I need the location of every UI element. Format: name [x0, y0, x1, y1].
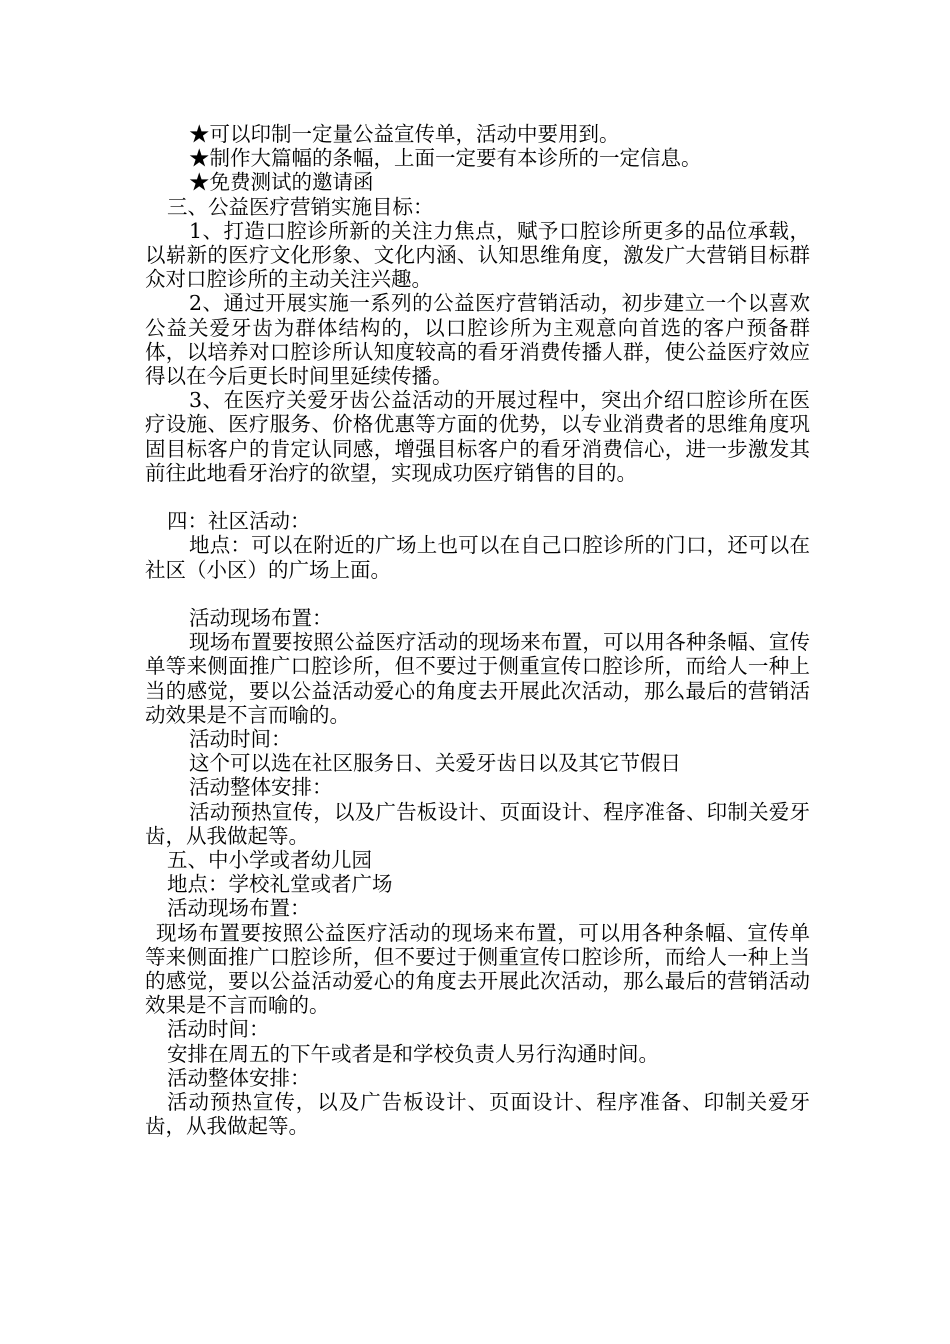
community-location: 地点：可以在附近的广场上也可以在自己口腔诊所的门口，还可以在社区（小区）的广场上面。 [145, 533, 810, 582]
blank-line [145, 485, 810, 509]
school-plan-label: 活动整体安排： [167, 1065, 311, 1090]
section-heading-3: 三、公益医疗营销实施目标： [167, 194, 434, 219]
section-heading-5: 五、中小学或者幼儿园 [167, 848, 372, 873]
goal-paragraph-3: 3、在医疗关爱牙齿公益活动的开展过程中，突出介绍口腔诊所在医疗设施、医疗服务、价格优惠等方面的优势，以专业消费者的思维角度巩固目标客户的肯定认同感，增强目标客户的看牙消费信心，进一步激发其前往此地看牙治疗的欲望，实现成功医疗销售的目的。 [145, 388, 810, 485]
school-time-text: 安排在周五的下午或者是和学校负责人另行沟通时间。 [167, 1041, 659, 1066]
school-plan-text: 活动预热宣传，以及广告板设计、页面设计、程序准备、印制关爱牙齿，从我做起等。 [145, 1090, 810, 1139]
goal-paragraph-2: 2、通过开展实施一系列的公益医疗营销活动，初步建立一个以喜欢公益关爱牙齿为群体结构的，以口腔诊所为主观意向首选的客户预备群体，以培养对口腔诊所认知度较高的看牙消费传播人群，使公益医疗效应得以在今后更长时间里延续传播。 [145, 291, 810, 389]
bullet-flyer: ★可以印制一定量公益宣传单，活动中要用到。 [189, 122, 620, 146]
goal-paragraph-1: 1、打造口腔诊所新的关注力焦点，赋予口腔诊所更多的品位承载，以崭新的医疗文化形象、文化内涵、认知思维角度，激发广大营销目标群众对口腔诊所的主动关注兴趣。 [145, 218, 810, 292]
school-setup-text: 现场布置要按照公益医疗活动的现场来布置，可以用各种条幅、宣传单等来侧面推广口腔诊所，但不要过于侧重宣传口腔诊所，而给人一种上当的感觉，要以公益活动爱心的角度去开展此次活动，那么最后的营销活动效果是不言而喻的。 [145, 920, 810, 1018]
document-page [145, 122, 810, 1139]
school-location: 地点：学校礼堂或者广场 [167, 872, 393, 897]
section-heading-4: 四：社区活动： [167, 509, 311, 534]
school-time-label: 活动时间： [167, 1017, 270, 1042]
community-time-label: 活动时间： [189, 727, 292, 752]
community-time-text: 这个可以选在社区服务日、关爱牙齿日以及其它节假日 [189, 751, 681, 776]
community-setup-text: 现场布置要按照公益医疗活动的现场来布置，可以用各种条幅、宣传单等来侧面推广口腔诊所，但不要过于侧重宣传口腔诊所，而给人一种上当的感觉，要以公益活动爱心的角度去开展此次活动，那么最后的营销活动效果是不言而喻的。 [145, 630, 810, 727]
bullet-invitation: ★免费测试的邀请函 [189, 170, 374, 195]
community-plan-text: 活动预热宣传，以及广告板设计、页面设计、程序准备、印制关爱牙齿，从我做起等。 [145, 799, 810, 848]
community-setup-label: 活动现场布置： [189, 606, 333, 631]
community-plan-label: 活动整体安排： [189, 775, 333, 800]
blank-line [145, 582, 810, 606]
school-setup-label: 活动现场布置： [167, 896, 311, 921]
bullet-banner: ★制作大篇幅的条幅，上面一定要有本诊所的一定信息。 [189, 146, 702, 171]
